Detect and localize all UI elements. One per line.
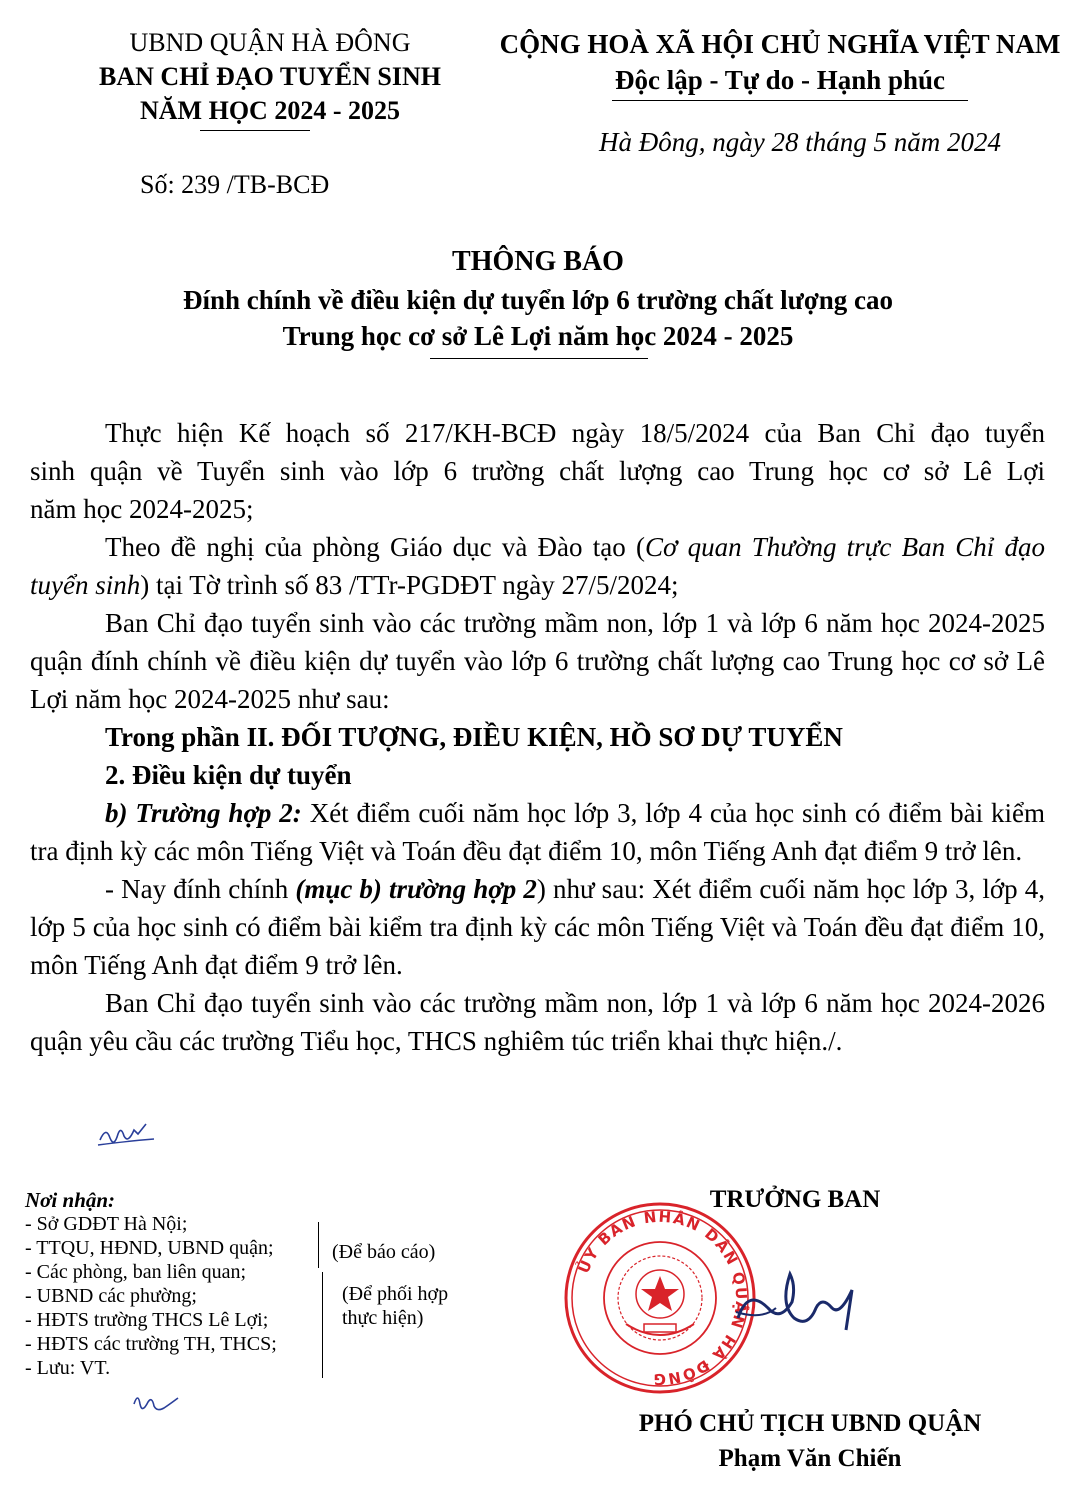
paragraph-6: Ban Chỉ đạo tuyển sinh vào các trường mầm non, lớp 1 và lớp 6 năm học 2024-2026 quận yêu cầu các trường Tiểu học, THCS nghiêm túc triển khai thực hiện./. (30, 988, 1045, 1056)
svg-text:ỦY BAN NHÂN DÂN QUẬN HÀ ĐÔNG: ỦY BAN NHÂN DÂN QUẬN HÀ ĐÔNG (574, 1207, 751, 1389)
document-subtitle-1: Đính chính về điều kiện dự tuyển lớp 6 trường chất lượng cao (182, 285, 894, 315)
paragraph-1-line-2: sinh quận về Tuyển sinh vào lớp 6 trường chất lượng cao Trung học cơ sở Lê Lợi (30, 456, 1045, 486)
recipient-bracket-1 (318, 1222, 319, 1268)
header-left (40, 26, 500, 128)
paragraph-4: b) Trường hợp 2: Xét điểm cuối năm học lớp 3, lớp 4 của học sinh có điểm bài kiểm tra định kỳ các môn Tiếng Việt và Toán đều đạt điểm 10, môn Tiếng Anh đạt điểm 9 trở lên. (30, 798, 1046, 866)
motto-rule (612, 100, 968, 101)
subsection-heading: 2. Điều kiện dự tuyển (105, 760, 352, 790)
document-title: THÔNG BÁO (452, 246, 624, 277)
recipient-bracket-2 (322, 1272, 323, 1378)
recipient-item: - Lưu: VT. (25, 1357, 111, 1379)
handwritten-initial-mark (128, 1386, 184, 1416)
recipients-title: Nơi nhận: (25, 1188, 116, 1212)
signature-scribble (728, 1268, 858, 1348)
country-name: CỘNG HOÀ XÃ HỘI CHỦ NGHĨA VIỆT NAM (499, 29, 1061, 59)
signer-position: PHÓ CHỦ TỊCH UBND QUẬN (638, 1410, 982, 1437)
title-rule (430, 358, 648, 359)
signer-name: Phạm Văn Chiến (718, 1445, 902, 1472)
recipients-block (25, 1188, 277, 1380)
document-body (30, 414, 1045, 1060)
recipient-note-coordinate: (Để phối hợp thực hiện) (342, 1283, 449, 1329)
issue-date: Hà Đông, ngày 28 tháng 5 năm 2024 (599, 127, 1001, 157)
recipient-item: - HĐTS các trường TH, THCS; (25, 1333, 277, 1355)
paragraph-2: Theo đề nghị của phòng Giáo dục và Đào tạo (Cơ quan Thường trực Ban Chỉ đạo tuyển sinh) tại Tờ trình số 83 /TTr-PGDĐT ngày 27/5/2024; (30, 532, 1046, 600)
recipient-item: - HĐTS trường THCS Lê Lợi; (25, 1309, 269, 1331)
recipient-item: - Các phòng, ban liên quan; (25, 1261, 247, 1283)
recipient-item: - Sở GDĐT Hà Nội; (25, 1213, 188, 1235)
section-heading: Trong phần II. ĐỐI TƯỢNG, ĐIỀU KIỆN, HỒ SƠ DỰ TUYỂN (105, 722, 843, 752)
paragraph-1-line-3: năm học 2024-2025; (30, 494, 254, 524)
header-left-rule (200, 130, 310, 131)
recipient-item: - TTQU, HĐND, UBND quận; (25, 1237, 274, 1259)
recipient-note-report: (Để báo cáo) (332, 1241, 436, 1263)
paragraph-5: - Nay đính chính (mục b) trường hợp 2) như sau: Xét điểm cuối năm học lớp 3, lớp 4, lớp 5 của học sinh có điểm bài kiểm tra định kỳ các môn Tiếng Việt và Toán đều đạt điểm 10, môn Tiếng Anh đạt điểm 9 trở lên. (30, 874, 1045, 980)
district-name: UBND QUẬN HÀ ĐÔNG (129, 28, 411, 57)
motto: Độc lập - Tự do - Hạnh phúc (614, 65, 946, 95)
recipient-item: - UBND các phường; (25, 1285, 197, 1307)
header-right (470, 26, 1076, 98)
document-number: Số: 239 /TB-BCĐ (140, 170, 330, 199)
handwritten-initial-mark (96, 1120, 156, 1150)
paragraph-1-line-1: Thực hiện Kế hoạch số 217/KH-BCĐ ngày 18/5/2024 của Ban Chỉ đạo tuyển (105, 418, 1045, 448)
school-year: NĂM HỌC 2024 - 2025 (140, 96, 400, 125)
signer-role: TRƯỞNG BAN (709, 1186, 881, 1213)
paragraph-3: Ban Chỉ đạo tuyển sinh vào các trường mầm non, lớp 1 và lớp 6 năm học 2024-2025 quận đính chính về điều kiện dự tuyển vào lớp 6 trường chất lượng cao Trung học cơ sở Lê Lợi năm học 2024-2025 như sau: (30, 608, 1045, 714)
document-subtitle-2: Trung học cơ sở Lê Lợi năm học 2024 - 2025 (282, 321, 794, 351)
committee-name: BAN CHỈ ĐẠO TUYỂN SINH (99, 62, 441, 91)
